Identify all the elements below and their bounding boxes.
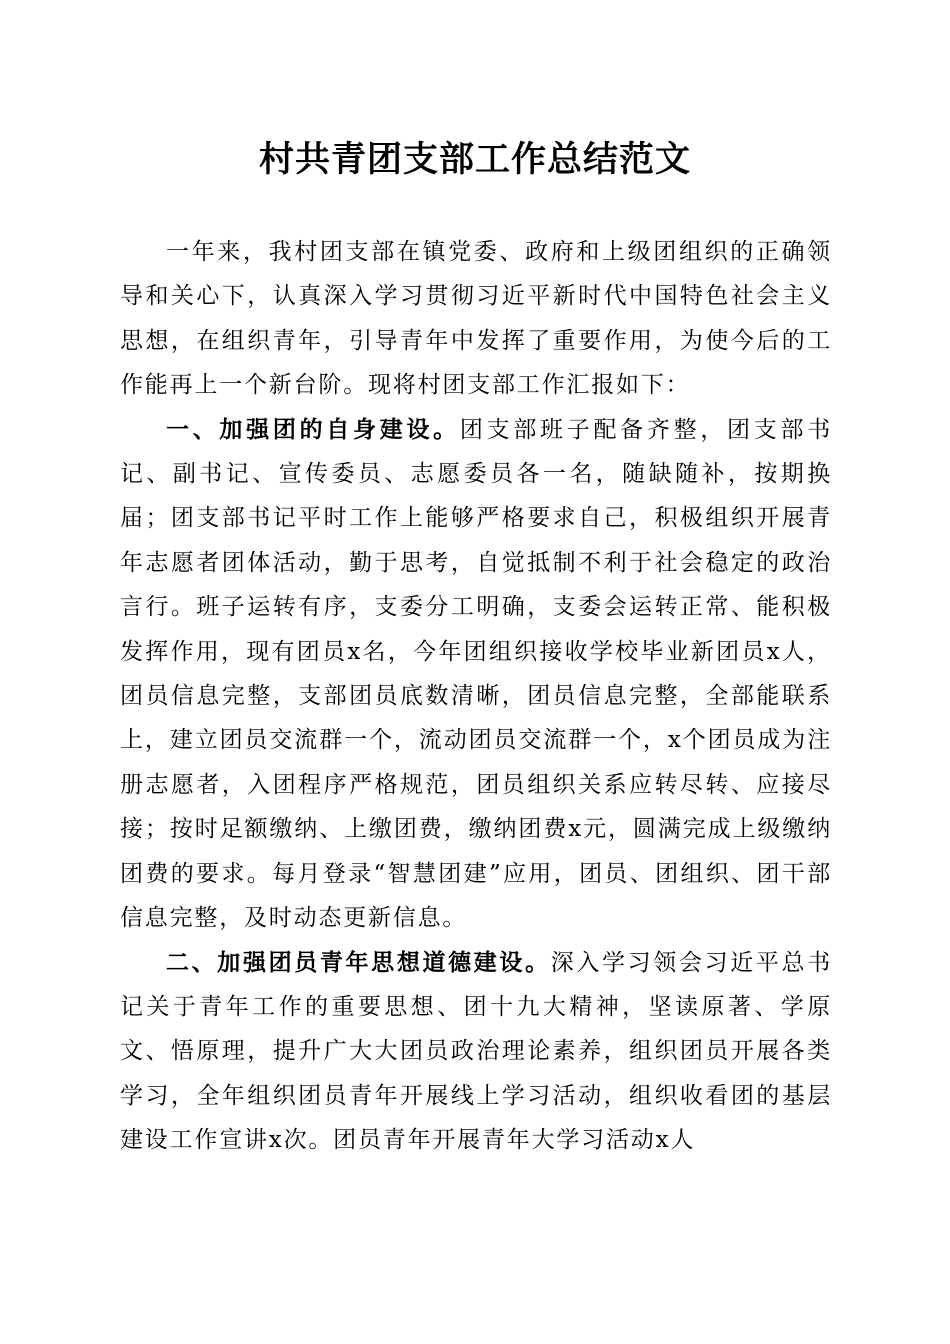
paragraph-text: 一年来，我村团支部在镇党委、政府和上级团组织的正确领导和关心下，认真深入学习贯彻习近平新时代中国特色社会主义思想，在组织青年，引导青年中发挥了重要作用，为使今后的工作能再上一个新台阶。现将村团支部工作汇报如下： <box>120 239 832 399</box>
paragraph-intro <box>120 230 832 408</box>
document-body <box>120 230 832 1163</box>
paragraph-section-2 <box>120 941 832 1163</box>
paragraph-section-1 <box>120 408 832 941</box>
section-heading-2: 二、加强团员青年思想道德建设。 <box>166 948 551 976</box>
section-heading-1: 一、加强团的自身建设。 <box>166 415 460 443</box>
paragraph-text: 团支部班子配备齐整，团支部书记、副书记、宣传委员、志愿委员各一名，随缺随补，按期换届；团支部书记平时工作上能够严格要求自己，积极组织开展青年志愿者团体活动，勤于思考，自觉抵制不利于社会稳定的政治言行。班子运转有序，支委分工明确，支委会运转正常、能积极发挥作用，现有团员x名，今年团组织接收学校毕业新团员x人，团员信息完整，支部团员底数清晰，团员信息完整，全部能联系上，建立团员交流群一个，流动团员交流群一个，x个团员成为注册志愿者，入团程序严格规范，团员组织关系应转尽转、应接尽接；按时足额缴纳、上缴团费，缴纳团费x元，圆满完成上级缴纳团费的要求。每月登录“智慧团建”应用，团员、团组织、团干部信息完整，及时动态更新信息。 <box>120 416 832 932</box>
paragraph-text: 深入学习领会习近平总书记关于青年工作的重要思想、团十九大精神，坚读原著、学原文、悟原理，提升广大大团员政治理论素养，组织团员开展各类学习，全年组织团员青年开展线上学习活动，组织收看团的基层建设工作宣讲x次。团员青年开展青年大学习活动x人 <box>120 949 832 1154</box>
document-title: 村共青团支部工作总结范文 <box>258 139 691 180</box>
